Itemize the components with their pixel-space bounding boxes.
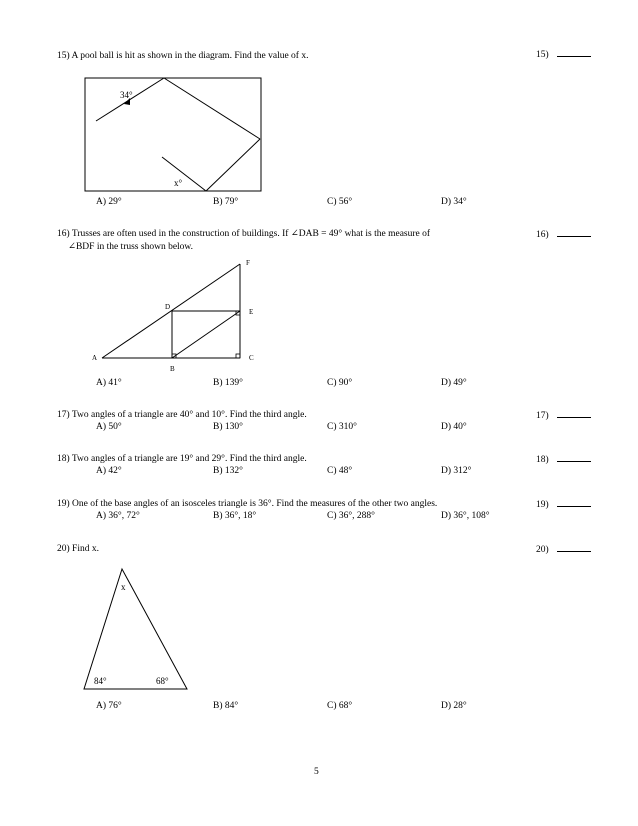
question-15-text: 15) A pool ball is hit as shown in the diagram. Find the value of x. [57, 51, 309, 61]
choice-19-c[interactable]: C) 36°, 288° [327, 511, 375, 521]
answer-line[interactable] [557, 48, 591, 57]
choice-17-d[interactable]: D) 40° [441, 422, 467, 432]
answer-number-18: 18) [536, 455, 549, 465]
question-20-text: 20) Find x. [57, 544, 99, 554]
answer-blank-19[interactable] [536, 498, 591, 510]
page-number: 5 [314, 767, 319, 777]
answer-number-16: 16) [536, 230, 549, 240]
choice-15-b[interactable]: B) 79° [213, 197, 239, 207]
truss-diagram [88, 258, 268, 374]
question-18-text: 18) Two angles of a triangle are 19° and 29°. Find the third angle. [57, 454, 307, 464]
truss-label-d: D [165, 303, 171, 311]
choice-15-d[interactable]: D) 34° [441, 197, 467, 207]
answer-number-17: 17) [536, 411, 549, 421]
answer-number-19: 19) [536, 500, 549, 510]
answer-blank-18[interactable] [536, 453, 591, 465]
choice-20-c[interactable]: C) 68° [327, 701, 353, 711]
answer-blank-17[interactable] [536, 409, 591, 421]
choice-15-c[interactable]: C) 56° [327, 197, 353, 207]
choice-18-d[interactable]: D) 312° [441, 466, 472, 476]
truss-label-b: B [170, 365, 175, 373]
question-17-text: 17) Two angles of a triangle are 40° and 10°. Find the third angle. [57, 410, 307, 420]
pool-x-label: x° [174, 178, 183, 188]
triangle-x-label: x [121, 582, 126, 592]
pool-table-diagram [84, 77, 264, 193]
choice-18-a[interactable]: A) 42° [96, 466, 122, 476]
answer-blank-16[interactable] [536, 228, 591, 240]
question-16-text-line2: ∠BDF in the truss shown below. [68, 242, 194, 252]
answer-line[interactable] [557, 498, 591, 507]
answer-line[interactable] [557, 409, 591, 418]
choice-16-a[interactable]: A) 41° [96, 378, 122, 388]
answer-number-20: 20) [536, 545, 549, 555]
choice-16-d[interactable]: D) 49° [441, 378, 467, 388]
answer-blank-15[interactable] [536, 48, 591, 60]
choice-19-b[interactable]: B) 36°, 18° [213, 511, 257, 521]
choice-18-c[interactable]: C) 48° [327, 466, 353, 476]
choice-15-a[interactable]: A) 29° [96, 197, 122, 207]
choice-20-b[interactable]: B) 84° [213, 701, 239, 711]
truss-label-c: C [249, 354, 254, 362]
truss-label-f: F [246, 259, 250, 267]
choice-16-b[interactable]: B) 139° [213, 378, 243, 388]
triangle-diagram [80, 565, 195, 693]
choice-19-a[interactable]: A) 36°, 72° [96, 511, 140, 521]
choice-16-c[interactable]: C) 90° [327, 378, 353, 388]
question-19-text: 19) One of the base angles of an isosceles triangle is 36°. Find the measures of the other two angles. [57, 499, 438, 509]
pool-angle-label: 34° [120, 90, 133, 100]
choice-18-b[interactable]: B) 132° [213, 466, 243, 476]
question-16-text: 16) Trusses are often used in the construction of buildings. If ∠DAB = 49° what is the measure of [57, 229, 431, 239]
truss-label-a: A [92, 354, 98, 362]
choice-20-a[interactable]: A) 76° [96, 701, 122, 711]
truss-label-e: E [249, 308, 254, 316]
triangle-left-angle: 84° [94, 676, 107, 686]
answer-blank-20[interactable] [536, 543, 591, 555]
answer-line[interactable] [557, 228, 591, 237]
choice-19-d[interactable]: D) 36°, 108° [441, 511, 490, 521]
choice-17-b[interactable]: B) 130° [213, 422, 243, 432]
choice-17-a[interactable]: A) 50° [96, 422, 122, 432]
answer-number-15: 15) [536, 50, 549, 60]
choice-20-d[interactable]: D) 28° [441, 701, 467, 711]
answer-line[interactable] [557, 453, 591, 462]
choice-17-c[interactable]: C) 310° [327, 422, 357, 432]
answer-line[interactable] [557, 543, 591, 552]
triangle-right-angle: 68° [156, 676, 169, 686]
